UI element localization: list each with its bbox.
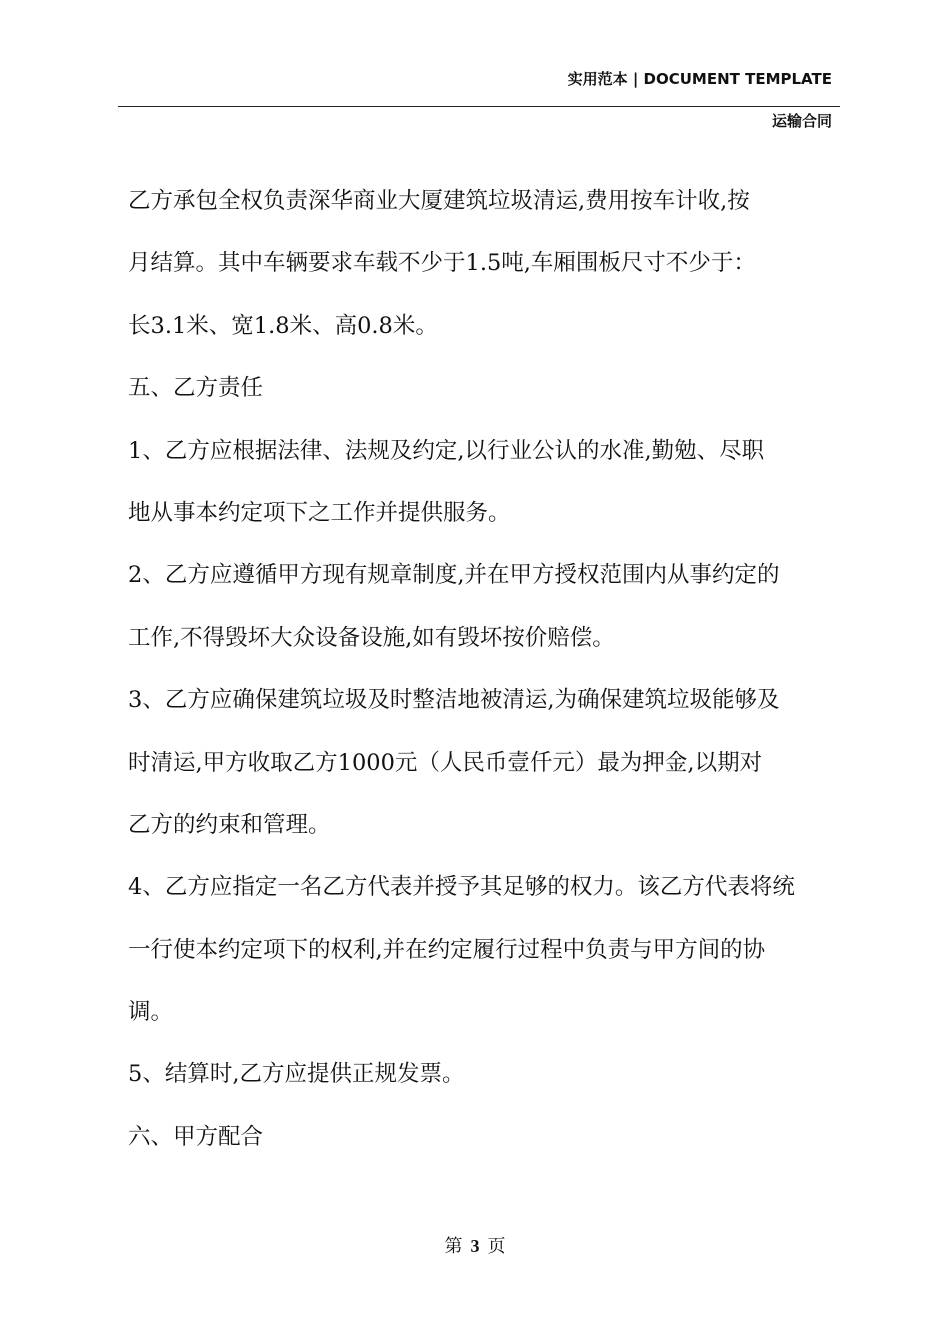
body-line: 5、结算时,乙方应提供正规发票。	[128, 1061, 465, 1088]
body-line: 4、乙方应指定一名乙方代表并授予其足够的权力。该乙方代表将统	[128, 874, 795, 901]
body-line: 1、乙方应根据法律、法规及约定,以行业公认的水准,勤勉、尽职	[128, 437, 765, 464]
body-line: 2、乙方应遵循甲方现有规章制度,并在甲方授权范围内从事约定的	[128, 562, 780, 589]
header-title: 实用范本 | DOCUMENT TEMPLATE	[567, 70, 832, 88]
footer-prefix: 第	[444, 1236, 463, 1257]
page-footer	[0, 1232, 950, 1258]
body-line: 调。	[128, 999, 174, 1026]
page-number: 3	[470, 1236, 480, 1256]
header-divider	[118, 106, 840, 107]
section-heading: 五、乙方责任	[128, 375, 264, 402]
body-line: 地从事本约定项下之工作并提供服务。	[128, 499, 511, 526]
section-heading: 六、甲方配合	[128, 1123, 264, 1150]
body-line: 工作,不得毁坏大众设备设施,如有毁坏按价赔偿。	[128, 624, 615, 651]
body-line: 长3.1米、宽1.8米、高0.8米。	[128, 312, 438, 339]
body-line: 乙方承包全权负责深华商业大厦建筑垃圾清运,费用按车计收,按	[128, 188, 750, 214]
body-line: 3、乙方应确保建筑垃圾及时整洁地被清运,为确保建筑垃圾能够及	[128, 687, 780, 714]
document-body	[128, 170, 840, 1168]
footer-suffix: 页	[487, 1236, 506, 1257]
body-line: 一行使本约定项下的权利,并在约定履行过程中负责与甲方间的协	[128, 936, 766, 963]
body-line: 月结算。其中车辆要求车载不少于1.5吨,车厢围板尺寸不少于：	[128, 250, 756, 277]
body-line: 时清运,甲方收取乙方1000元（人民币壹仟元）最为押金,以期对	[128, 749, 763, 776]
header-subtitle: 运输合同	[771, 112, 832, 130]
body-line: 乙方的约束和管理。	[128, 811, 331, 838]
